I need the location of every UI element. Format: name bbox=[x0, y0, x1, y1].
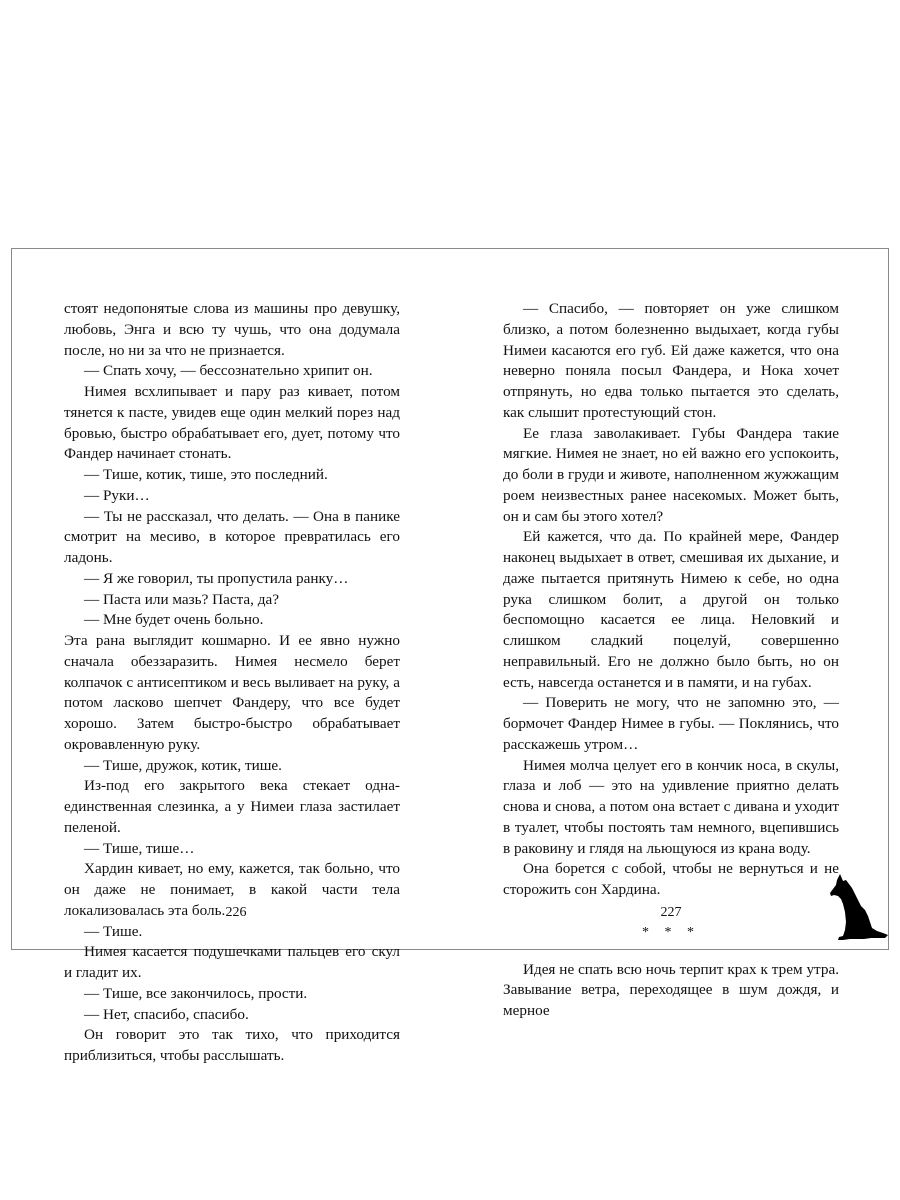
paragraph: — Мне будет очень больно. bbox=[84, 611, 264, 629]
paragraph: — Тише, дружок, котик, тише. bbox=[84, 756, 282, 774]
paragraph: Идея не спать всю ночь терпит крах к трем утра. Завывание ветра, переходящее в шум дождя, и мерное bbox=[503, 960, 839, 1019]
page-number-left: 226 bbox=[225, 905, 247, 920]
paragraph: Ее глаза заволакивает. Губы Фандера такие мягкие. Нимея не знает, но ей важно его успокоить, до боли в груди и животе, наполненном жужжащим роем неизвестных ранее насекомых. Может быть, он и сам бы этого хотел? bbox=[503, 424, 839, 525]
paragraph: стоят недопонятые слова из машины про девушку, любовь, Энга и всю ту чушь, что она додумала после, но ни за что не признается. bbox=[64, 300, 400, 359]
section-separator: * * * bbox=[642, 924, 700, 940]
paragraph: — Паста или мазь? Паста, да? bbox=[84, 590, 279, 608]
paragraph: — Спасибо, — повторяет он уже слишком близко, а потом болезненно выдыхает, когда губы Нимеи касаются его губ. Ей даже кажется, что она неверно поняла посыл Фандера, и Нока хочет отпрянуть, но едва только пытается это сделать, как слышит протестующий стон. bbox=[503, 300, 839, 421]
paragraph: — Нет, спасибо, спасибо. bbox=[84, 1005, 249, 1023]
paragraph: — Я же говорил, ты пропустила ранку… bbox=[84, 569, 349, 587]
paragraph: — Тише, котик, тише, это последний. bbox=[84, 466, 328, 483]
page-number-right: 227 bbox=[660, 905, 682, 920]
left-page bbox=[64, 299, 400, 1067]
book-spread bbox=[11, 248, 889, 1064]
paragraph: Эта рана выглядит кошмарно. И ее явно нужно сначала обеззаразить. Нимея несмело берет колпачок с антисептиком и весь выливает на руку, а потом ласково шепчет Фандеру, что все будет хорошо. Затем быстро-быстро обрабатывает окровавленную руку. bbox=[64, 632, 400, 753]
paragraph: Нимея молча целует его в кончик носа, в скулы, глаза и лоб — это на удивление приятно делать снова и снова, а потом она встает с дивана и уходит в туалет, чтобы постоять там немного, вцепившись в раковину и глядя на льющуюся из крана воду. bbox=[503, 756, 839, 857]
paragraph: Она борется с собой, чтобы не вернуться и не сторожить сон Хардина. bbox=[503, 860, 839, 898]
paragraph: — Тише, тише… bbox=[84, 839, 195, 857]
paragraph: Нимея всхлипывает и пару раз кивает, потом тянется к пасте, увидев еще один мелкий порез над бровью, быстро обрабатывает его, дует, потому что Фандер начинает стонать. bbox=[64, 383, 400, 463]
paragraph: Он говорит это так тихо, что приходится приблизиться, чтобы расслышать. bbox=[64, 1026, 400, 1064]
paragraph: Нимея касается подушечками пальцев его скул и гладит их. bbox=[64, 943, 400, 981]
paragraph: Ей кажется, что да. По крайней мере, Фандер наконец выдыхает в ответ, смешивая их дыхание, и даже пытается притянуть Нимею к себе, но одна рука слишком болит, а другой он только беспомощно касается ее лица. Неловкий и слишком сладкий поцелуй, совершенно неправильный. Его не должно было быть, но он есть, навсегда останется и в памяти, и на губах. bbox=[503, 528, 839, 691]
paragraph: Хардин кивает, но ему, кажется, так больно, что он даже не понимает, в какой части тела локализовалась эта боль. bbox=[64, 860, 400, 919]
paragraph: — Тише. bbox=[84, 922, 143, 940]
paragraph: — Поверить не могу, что не запомню это, — бормочет Фандер Нимее в губы. — Поклянись, что расскажешь утром… bbox=[503, 694, 839, 753]
paragraph: — Тише, все закончилось, прости. bbox=[84, 984, 308, 1002]
paragraph: Из-под его закрытого века стекает одна-единственная слезинка, а у Нимеи глаза застилает пеленой. bbox=[64, 777, 400, 836]
paragraph: — Спать хочу, — бессознательно хрипит он. bbox=[84, 362, 373, 380]
dog-silhouette-icon bbox=[830, 872, 888, 942]
paragraph: — Руки… bbox=[84, 486, 150, 504]
paragraph: — Ты не рассказал, что делать. — Она в панике смотрит на месиво, в которое превратилась его ладонь. bbox=[64, 507, 400, 566]
